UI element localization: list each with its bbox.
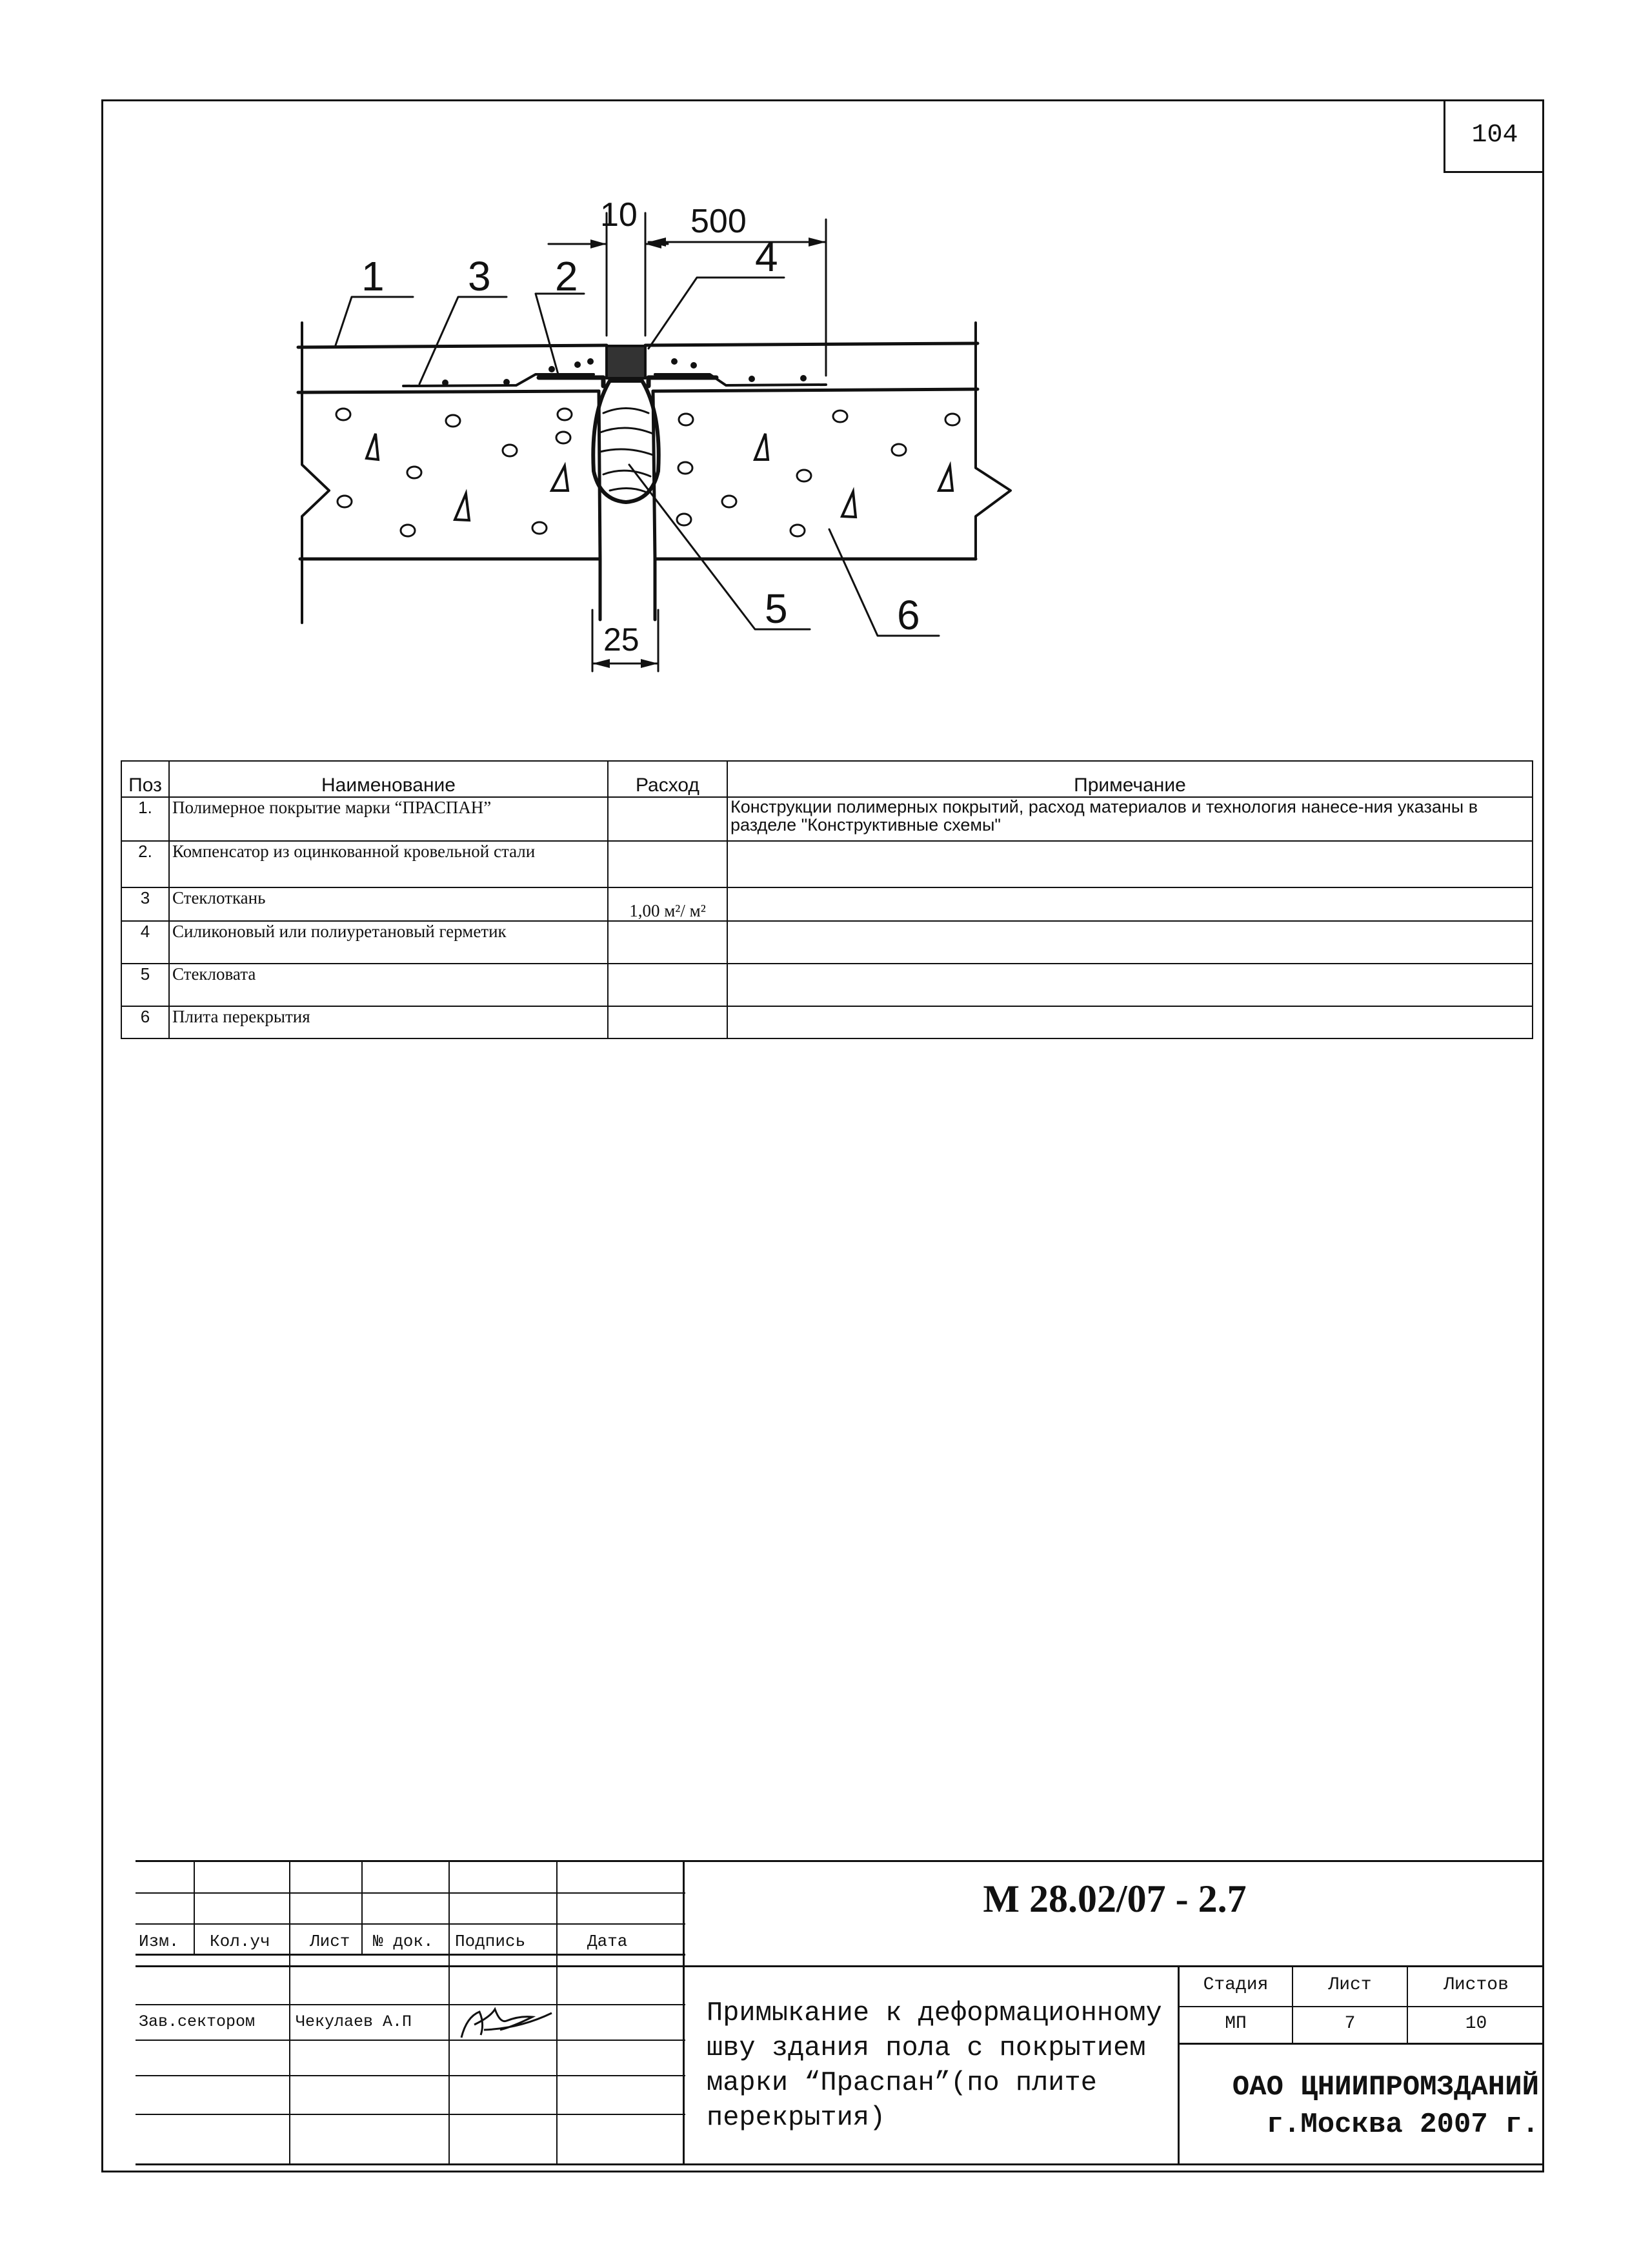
- col-kol-uch: Кол.уч: [210, 1932, 270, 1951]
- role-label: Зав.сектором: [139, 2012, 256, 2031]
- row-pos: 3: [121, 887, 169, 921]
- leader-3: [419, 297, 507, 384]
- row-name: Компенсатор из оцинкованной кровельной стали: [169, 841, 608, 887]
- leader-6: [829, 529, 939, 636]
- leader-1: [336, 297, 413, 345]
- row-rate: 1,00 м²/ м²: [608, 887, 727, 921]
- header-pos: Поз: [121, 761, 169, 797]
- row-rate: [608, 964, 727, 1006]
- org-name: ОАО ЦНИИПРОМЗДАНИЙ: [1232, 2071, 1539, 2103]
- header-rate: Расход: [608, 761, 727, 797]
- joint-wall-right: [653, 391, 655, 620]
- sheets-header: Листов: [1444, 1975, 1509, 1995]
- row-note: [727, 964, 1533, 1006]
- col-list: Лист: [310, 1932, 350, 1951]
- row-name: Плита перекрытия: [169, 1006, 608, 1038]
- callout-6: 6: [897, 592, 920, 638]
- sheet-number: 104: [1444, 99, 1544, 173]
- row-note: [727, 887, 1533, 921]
- stage-header: Стадия: [1203, 1975, 1269, 1995]
- dim-10: 10: [600, 196, 638, 234]
- callout-1: 1: [361, 253, 385, 299]
- table-row: [121, 921, 1533, 964]
- row-note: [727, 841, 1533, 887]
- compensator-left: [539, 378, 603, 386]
- col-n-dok: № док.: [373, 1932, 434, 1951]
- drawing-title: Примыкание к деформационному шву здания пола с покрытием марки “Праспан”(по плите перекрытия): [707, 1998, 1162, 2133]
- glasswool: [593, 381, 658, 502]
- callout-3: 3: [468, 253, 491, 299]
- table-row: [121, 964, 1533, 1006]
- leader-4: [649, 278, 784, 349]
- row-rate: [608, 797, 727, 841]
- break-right: [976, 323, 1011, 559]
- signature: [455, 1998, 558, 2043]
- stage-value: МП: [1225, 2014, 1247, 2034]
- header-name: Наименование: [169, 761, 608, 797]
- coating-line-left: [298, 345, 607, 347]
- row-pos: 1.: [121, 797, 169, 841]
- sealant: [607, 346, 645, 378]
- callout-4: 4: [755, 234, 778, 280]
- table-row: [121, 797, 1533, 841]
- sheets-value: 10: [1465, 2014, 1487, 2034]
- row-name: Полимерное покрытие марки “ПРАСПАН”: [169, 797, 608, 841]
- table-row: [121, 841, 1533, 887]
- row-pos: 6: [121, 1006, 169, 1038]
- table-row: [121, 1006, 1533, 1038]
- org-city-year: г.Москва 2007 г.: [1266, 2109, 1539, 2141]
- section-drawing: [0, 0, 1650, 762]
- joint-wall-left: [599, 391, 600, 620]
- dim-25: 25: [603, 622, 639, 658]
- col-podpis: Подпись: [455, 1932, 526, 1951]
- row-pos: 5: [121, 964, 169, 1006]
- row-name: Стекловата: [169, 964, 608, 1006]
- row-rate: [608, 841, 727, 887]
- row-rate: [608, 1006, 727, 1038]
- col-izm: Изм.: [139, 1932, 179, 1951]
- person-name: Чекулаев А.П: [296, 2012, 412, 2031]
- row-note: Конструкции полимерных покрытий, расход материалов и технология нанесе-ния указаны в разделе "Конструктивные схемы": [727, 797, 1533, 841]
- row-name: Стеклоткань: [169, 887, 608, 921]
- specification-table: [121, 760, 1533, 1039]
- dim-500: 500: [690, 203, 747, 240]
- sheet-value: 7: [1344, 2014, 1356, 2034]
- coating-line-right: [645, 343, 978, 345]
- row-pos: 2.: [121, 841, 169, 887]
- row-note: [727, 1006, 1533, 1038]
- row-rate: [608, 921, 727, 964]
- sheet-header: Лист: [1328, 1975, 1372, 1995]
- callout-5: 5: [765, 585, 788, 632]
- organization: [1181, 2069, 1539, 2143]
- row-note: [727, 921, 1533, 964]
- compensator-right: [649, 378, 716, 386]
- col-data: Дата: [587, 1932, 628, 1951]
- header-note: Примечание: [727, 761, 1533, 797]
- document-code: М 28.02/07 - 2.7: [983, 1878, 1247, 1920]
- table-row: [121, 887, 1533, 921]
- slab-top-left: [298, 391, 599, 392]
- table-header-row: [121, 761, 1533, 797]
- callout-2: 2: [555, 253, 578, 299]
- row-name: Силиконовый или полиуретановый герметик: [169, 921, 608, 964]
- row-pos: 4: [121, 921, 169, 964]
- slab-top-right: [653, 389, 978, 391]
- break-left: [302, 323, 329, 623]
